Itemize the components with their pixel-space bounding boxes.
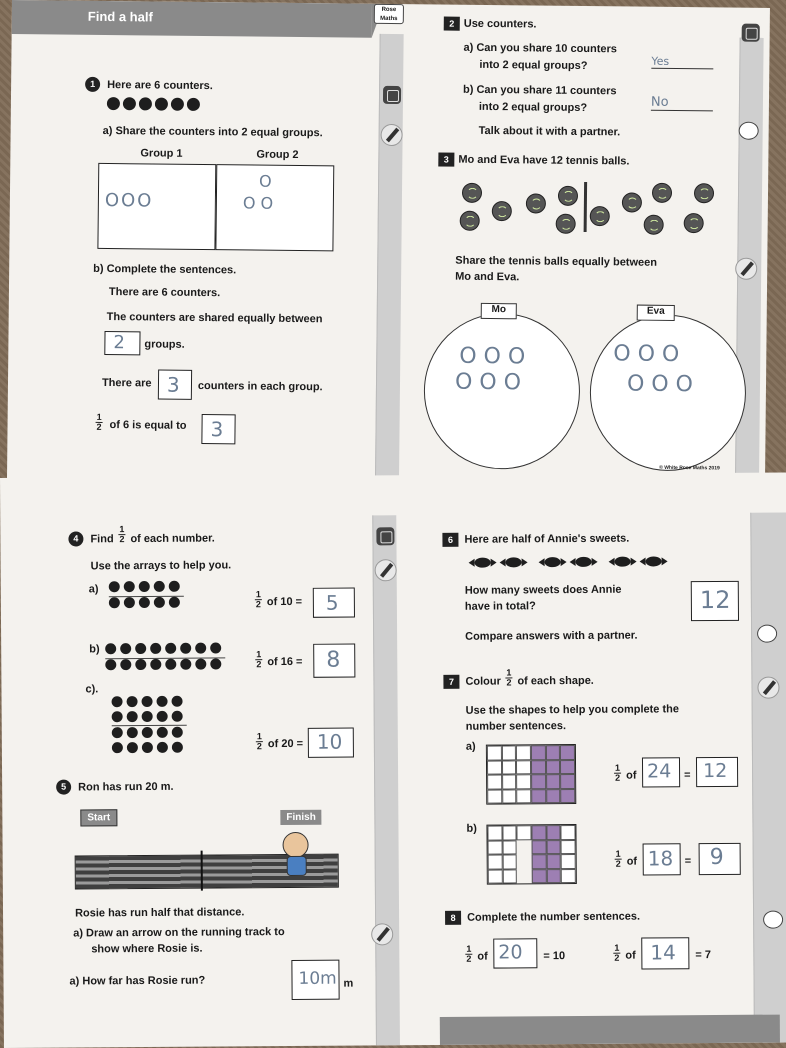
grid-cell[interactable]: [488, 855, 503, 870]
grid-cell[interactable]: [531, 789, 546, 804]
grid-cell[interactable]: [487, 826, 502, 841]
tennis-ball: [590, 206, 610, 226]
q4c-label: c).: [85, 683, 99, 696]
q7-use-2: number sentences.: [465, 720, 567, 733]
q4b-text: of 16 =: [267, 655, 303, 669]
q2-talk: Talk about it with a partner.: [478, 124, 621, 139]
worksheet-page-1: [7, 0, 770, 486]
sentence-4: of 6 is equal to: [109, 419, 187, 432]
grid-cell[interactable]: [532, 840, 547, 855]
q8-title: Complete the number sentences.: [467, 910, 641, 924]
grid-cell[interactable]: [531, 825, 546, 840]
q5-title: Ron has run 20 m.: [78, 780, 174, 794]
pencil-icon: [735, 258, 757, 280]
pencil-icon: [375, 559, 397, 581]
q5a-line2: show where Rosie is.: [91, 942, 203, 956]
answer-line-a[interactable]: Yes: [651, 55, 713, 70]
tennis-ball: [462, 183, 482, 203]
grid-cell[interactable]: [517, 854, 532, 869]
answer-box-7b-1[interactable]: 18: [643, 843, 681, 875]
sentence-3a: There are: [101, 376, 152, 390]
of-label: of: [626, 855, 638, 868]
start-label: Start: [80, 809, 117, 826]
grid-cell[interactable]: [516, 745, 531, 760]
group-1-box[interactable]: OOO: [97, 163, 216, 250]
grid-cell[interactable]: [488, 840, 503, 855]
q6-compare: Compare answers with a partner.: [465, 629, 638, 643]
grid-cell[interactable]: [532, 869, 547, 884]
question-number: 7: [443, 675, 459, 689]
grid-cell[interactable]: [532, 854, 547, 869]
grid-cell[interactable]: [487, 760, 502, 775]
q8-eq-1: = 10: [543, 950, 566, 963]
grid-cell[interactable]: [546, 789, 561, 804]
q2a-line2: into 2 equal groups?: [479, 58, 588, 73]
grid-cell[interactable]: [531, 774, 546, 789]
sentence-2b: groups.: [144, 338, 185, 351]
question-number: 1: [85, 77, 100, 92]
answer-box-groups[interactable]: 2: [104, 331, 140, 355]
question-number: 4: [68, 531, 83, 546]
pencil-icon: [757, 677, 779, 699]
grid-cell[interactable]: [502, 774, 517, 789]
page-title: Find a half: [12, 0, 372, 38]
q7b-label: b): [466, 822, 477, 835]
answer-box-each[interactable]: 3: [158, 370, 192, 400]
mo-circle[interactable]: O O O O O O: [423, 312, 581, 470]
of-label: of: [477, 950, 488, 963]
grid-cell[interactable]: [561, 839, 576, 854]
fraction-half: $\frac{1}{2}$: [506, 667, 512, 688]
sentence-3b: counters in each group.: [197, 379, 323, 394]
unit-m: m: [343, 977, 354, 990]
mo-label: Mo: [481, 303, 517, 319]
tennis-ball: [684, 213, 704, 233]
q7-colour-rest: of each shape.: [517, 674, 594, 688]
answer-box-half[interactable]: 3: [201, 414, 235, 444]
q4b-label: b): [89, 643, 100, 656]
q4-use: Use the arrays to help you.: [90, 559, 232, 573]
array-16: [105, 642, 225, 673]
q8-eq-2: = 7: [695, 949, 711, 962]
q6-title: Here are half of Annie's sweets.: [464, 532, 630, 546]
grid-cell[interactable]: [502, 840, 517, 855]
group-2-box[interactable]: O O O: [215, 164, 334, 251]
sentence-2: The counters are shared equally between: [106, 311, 323, 326]
q5a-line1: a) Draw an arrow on the running track to: [73, 926, 285, 940]
answer-box-8-2[interactable]: 14: [641, 937, 689, 969]
of-label: of: [625, 949, 636, 962]
grid-cell[interactable]: [561, 854, 576, 869]
group-2-label: Group 2: [256, 148, 299, 162]
fraction-half: $\frac{1}{2}$: [96, 411, 102, 432]
counters-icon: [376, 527, 394, 545]
footer-bar: [440, 1015, 780, 1045]
q4a-label: a): [88, 583, 99, 596]
q2b-line2: into 2 equal groups?: [478, 100, 588, 115]
grid-cell[interactable]: [502, 745, 517, 760]
grid-cell[interactable]: [560, 759, 575, 774]
grid-cell[interactable]: [517, 840, 532, 855]
q7-colour: Colour: [465, 675, 501, 688]
logo: Rose Maths: [374, 4, 404, 24]
group-1-label: Group 1: [140, 147, 183, 160]
q5b-text: a) How far has Rosie run?: [69, 974, 206, 988]
grid-cell[interactable]: [546, 774, 561, 789]
sweets-row: [469, 553, 663, 572]
q2a-line1: a) Can you share 10 counters: [463, 41, 618, 56]
q3-title: Mo and Eva have 12 tennis balls.: [458, 153, 630, 168]
tennis-ball: [652, 183, 672, 203]
talk-icon: [757, 625, 777, 643]
grid-cell[interactable]: [546, 854, 561, 869]
grid-cell[interactable]: [502, 854, 517, 869]
answer-box-7a-1[interactable]: 24: [642, 757, 680, 787]
finish-label: Finish: [280, 810, 322, 825]
grid-cell[interactable]: [502, 825, 517, 840]
equals-sign: =: [684, 769, 691, 782]
q3-share-line1: Share the tennis balls equally between: [455, 254, 658, 269]
grid-cell[interactable]: [546, 840, 561, 855]
answer-box-4a[interactable]: 5: [313, 588, 355, 618]
grid-shape-a[interactable]: [486, 744, 576, 805]
q7a-label: a): [465, 740, 476, 753]
q4a-text: of 10 =: [266, 595, 303, 609]
array-10: [109, 581, 184, 612]
grid-cell[interactable]: [487, 746, 502, 761]
answer-box-4b[interactable]: 8: [313, 644, 355, 678]
runner-figure: [282, 832, 308, 858]
grid-cell[interactable]: [560, 745, 575, 760]
answer-box-6[interactable]: 12: [691, 581, 739, 621]
tennis-ball: [694, 183, 714, 203]
question-number: 3: [438, 152, 454, 166]
equals-sign: =: [684, 855, 692, 868]
grid-cell[interactable]: [502, 869, 517, 884]
eva-label: Eva: [637, 305, 675, 321]
answer-box-8-1[interactable]: 20: [493, 938, 537, 968]
tennis-ball: [558, 186, 578, 206]
grid-cell[interactable]: [517, 869, 532, 884]
q1a-text: a) Share the counters into 2 equal groups.: [102, 124, 323, 140]
q1-intro: Here are 6 counters.: [107, 79, 213, 93]
question-number: 5: [56, 780, 71, 795]
grid-cell[interactable]: [502, 789, 517, 804]
q3-share-line2: Mo and Eva.: [455, 270, 520, 284]
grid-cell[interactable]: [516, 774, 531, 789]
grid-cell[interactable]: [502, 760, 517, 775]
question-number: 2: [444, 17, 460, 31]
q1b-text: b) Complete the sentences.: [93, 262, 237, 277]
copyright: © White Rose Maths 2019: [659, 464, 720, 472]
counters-icon: [383, 86, 401, 104]
grid-cell[interactable]: [487, 775, 502, 790]
talk-icon: [763, 911, 783, 929]
q2b-line1: b) Can you share 11 counters: [463, 83, 617, 98]
grid-cell[interactable]: [487, 789, 502, 804]
sentence-1: There are 6 counters.: [108, 286, 221, 300]
answer-box-7a-2[interactable]: 12: [696, 757, 738, 787]
q4-find-rest: of each number.: [130, 532, 215, 546]
answer-box-7b-2[interactable]: 9: [699, 843, 741, 875]
pencil-icon: [371, 923, 393, 945]
q5-rosie: Rosie has run half that distance.: [75, 906, 245, 920]
pencil-icon: [380, 124, 402, 146]
question-number: 6: [442, 533, 458, 547]
grid-cell[interactable]: [488, 869, 503, 884]
grid-cell[interactable]: [546, 869, 561, 884]
fraction-half: $\frac{1}{2}$: [119, 524, 125, 545]
tennis-ball: [556, 214, 576, 234]
grid-cell[interactable]: [516, 760, 531, 775]
grid-cell[interactable]: [517, 789, 532, 804]
answer-box-5[interactable]: 10m: [291, 960, 339, 1000]
grid-cell[interactable]: [561, 788, 576, 803]
grid-cell[interactable]: [546, 825, 561, 840]
tennis-ball: [622, 192, 642, 212]
q7-use-1: Use the shapes to help you complete the: [465, 703, 680, 717]
array-20: [112, 695, 187, 757]
question-number: 8: [445, 911, 461, 925]
tennis-ball: [644, 215, 664, 235]
worksheet-page-2: 4 Find $\frac{1}{2}$ of each number. Use the arrays to help you. a) $\frac{1}{2}$ of 10 = 5 b) $\frac{1}{2}$ of 16 = 8 c). $\frac{1}{2}$ of 20 = 10 5 Ron has run 20 m. Start Finish Rosie has run half that distance. a) Draw an arrow on the running track to show where Rosie is. a) How far has Rosie run? 10m m 6 Here are half of Annie's sweets. How many sweets does Annie have in total? 12 Compare answers with a partner. 7 Colour $\frac{1}{2}$ of each shape. Use the shapes to help you complete the number sentences. a) $\frac{1}{2}$ of 24 = 12 b) $\frac{1}{2}$ of 18 = 9 8 Complete the number sentences. $\frac{1}{2}$ of 20 = 10 $\frac{1}{2}$ of 14 = 7: [0, 473, 786, 1048]
grid-cell[interactable]: [517, 825, 532, 840]
grid-cell[interactable]: [546, 760, 561, 775]
q4-find: Find: [90, 533, 114, 546]
grid-cell[interactable]: [546, 745, 561, 760]
grid-cell[interactable]: [560, 774, 575, 789]
q4c-text: of 20 =: [267, 737, 304, 751]
tennis-ball: [526, 193, 546, 213]
q6-question-1: How many sweets does Annie: [464, 583, 622, 597]
tennis-ball: [460, 211, 480, 231]
drawn-arrow: [201, 851, 203, 891]
grid-shape-b[interactable]: [486, 824, 576, 885]
answer-box-4c[interactable]: 10: [308, 728, 354, 758]
eva-circle[interactable]: O O O O O O: [589, 314, 747, 472]
talk-icon: [739, 122, 759, 140]
of-label: of: [626, 769, 637, 782]
drawn-divider: [584, 182, 588, 232]
tennis-ball: [492, 201, 512, 221]
counters-icon: [742, 24, 760, 42]
answer-line-b[interactable]: No: [651, 95, 713, 112]
grid-cell[interactable]: [531, 760, 546, 775]
right-strip: [750, 513, 786, 1043]
grid-cell[interactable]: [561, 868, 576, 883]
grid-cell[interactable]: [531, 745, 546, 760]
left-strip: [372, 515, 400, 1045]
counter-row: [107, 97, 203, 116]
grid-cell[interactable]: [561, 825, 576, 840]
q6-question-2: have in total?: [464, 600, 536, 613]
q2-title: Use counters.: [463, 17, 537, 31]
